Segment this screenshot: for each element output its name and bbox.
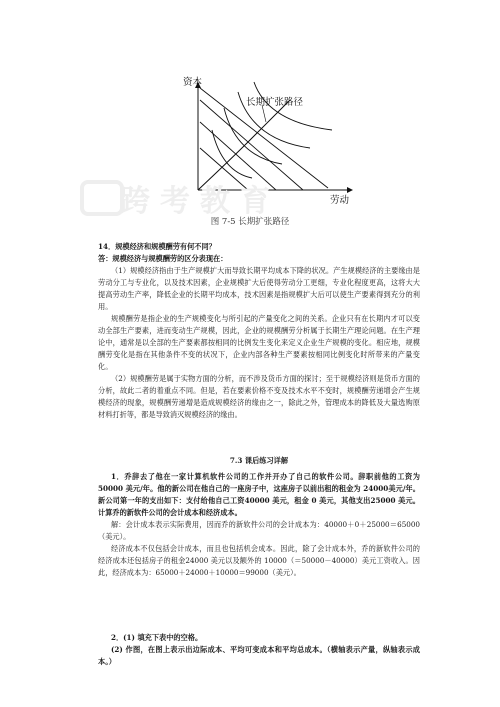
watermark-logo bbox=[80, 180, 124, 216]
answer-paragraph-2: 规模酬劳是指企业的生产规模变化与所引起的产量变化之间的关系。企业只有在长期内才可以变动全部生产要素，进而变动生产规模，因此，企业的规模酬劳分析属于长期生产理论问题。在生产理论中，通常是以全部的生产要素都按相同的比例发生变化来定义企业生产规模的变化。相应地，规模酬劳变化是指在其他条件不变的状况下，企业内部各种生产要素按相同比例变化时所带来的产量变化。 bbox=[98, 314, 420, 371]
exercise-1-question: 1．乔辞去了他在一家计算机软件公司的工作并开办了自己的软件公司。辞职前他的工资为 50000 美元/年。他的新公司在他自己的一座房子中，这座房子以前出租的租金为 24000美元/年。新公司第一年的支出如下：支付给他自己工资40000 美元，租金 0 美元，其他支出25000 美元。计算乔的新软件公司的会计成本和经济成本。 bbox=[98, 472, 420, 517]
answer-paragraph-1: （1）规模经济指由于生产规模扩大而导致长期平均成本下降的状况。产生规模经济的主要缘由是劳动分工与专业化，以及技术因素，企业规模扩大后使得劳动分工更细，专业化程度更高，这将大大提高劳动生产率，降低企业的长期平均成本，技术因素是指规模扩大后可以使生产要素得到充分的利用。 bbox=[98, 266, 420, 311]
watermark-text: 跨考教育 bbox=[120, 184, 280, 219]
exercise-1-solution-1: 解：会计成本表示实际费用，因而乔的新软件公司的会计成本为：40000＋0＋25000＝65000（美元）。 bbox=[98, 520, 420, 541]
question-14-block bbox=[98, 241, 420, 421]
exercise-1-solution-2: 经济成本不仅包括会计成本，而且也包括机会成本。因此，除了会计成本外，乔的新软件公司的经济成本还包括房子的租金24000 美元以及额外的 10000（＝50000－40000）美元工资收入。因此，经济成本为：65000＋24000＋10000＝99000（美元）。 bbox=[98, 544, 420, 577]
path-label: 长期扩张路径 bbox=[246, 97, 304, 108]
answer-lead: 答：规模经济与规模酬劳的区分表现在： bbox=[98, 254, 228, 263]
exercise-2-block bbox=[98, 632, 420, 668]
figure-caption: 图 7-5 长期扩张路径 bbox=[210, 217, 290, 227]
x-axis-label: 劳动 bbox=[330, 195, 350, 206]
answer-paragraph-3: （2）规模酬劳是属于实物方面的分析，而不涉及货币方面的探讨；至于规模经济则是货币方面的分析，故此二者的着重点不同。但是，若在要素价格不变及技术水平不变时，规模酬劳递增会产生规模经济的现象，规模酬劳递增是造成规模经济的缘由之一，除此之外，管理成本的降低及大量选购原材料打折等，都是导致消灭规模经济的缘由。 bbox=[98, 374, 420, 419]
exercise-2-part-2: (2) 作图，在图上表示出边际成本、平均可变成本和平均总成本。（横轴表示产量，纵轴表示成本。） bbox=[98, 645, 420, 666]
y-axis-label: 资本 bbox=[183, 77, 203, 88]
exercise-1-block bbox=[98, 471, 420, 579]
section-title: 7.3 课后练习详解 bbox=[229, 456, 289, 465]
question-14-title: 14．规模经济和规模酬劳有何不同？ bbox=[98, 242, 216, 251]
exercise-2-part-1: 2．(1) 填充下表中的空格。 bbox=[110, 633, 203, 642]
